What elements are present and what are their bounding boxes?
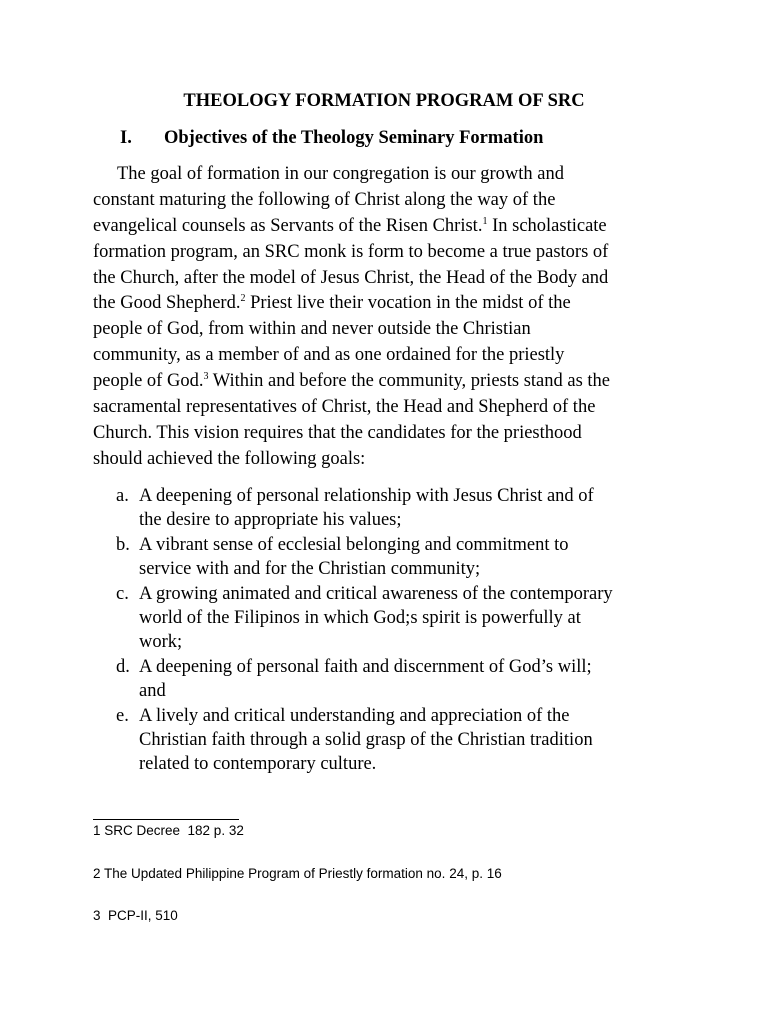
footnote-ref-1: 1 xyxy=(482,215,488,227)
list-item-line: world of the Filipinos in which God;s spirit is powerfully at xyxy=(139,607,581,628)
paragraph-line: Church. This vision requires that the candidates for the priesthood xyxy=(93,422,582,443)
footnote-ref-3: 3 xyxy=(203,371,209,383)
section-heading-text: Objectives of the Theology Seminary Formation xyxy=(164,128,544,148)
paragraph-line: people of God, from within and never outside the Christian xyxy=(93,319,531,340)
list-item-line: A deepening of personal faith and discernment of God’s will; xyxy=(139,656,592,677)
footnote-1: 1 SRC Decree 182 p. 32 xyxy=(93,823,244,838)
paragraph-line: constant maturing the following of Christ along the way of the xyxy=(93,189,556,210)
paragraph-line xyxy=(93,291,610,317)
list-item-line: Christian faith through a solid grasp of the Christian tradition xyxy=(139,729,593,750)
paragraph-text: Within and before the community, priests stand as the xyxy=(208,371,611,392)
list-marker: b. xyxy=(116,534,130,555)
list-item-line: service with and for the Christian community; xyxy=(139,559,481,580)
document-title: THEOLOGY FORMATION PROGRAM OF SRC xyxy=(183,91,585,111)
list-item xyxy=(116,704,613,777)
section-number: I. xyxy=(120,128,132,148)
paragraph-text: evangelical counsels as Servants of the Risen Christ. xyxy=(93,215,483,236)
paragraph-line: the Church, after the model of Jesus Christ, the Head of the Body and xyxy=(93,267,609,288)
list-item-line: A vibrant sense of ecclesial belonging and commitment to xyxy=(139,534,569,555)
goals-list xyxy=(116,484,613,777)
paragraph-line xyxy=(93,369,610,395)
list-item-line: A deepening of personal relationship with Jesus Christ and of xyxy=(139,486,594,506)
list-item xyxy=(116,655,613,704)
list-marker: e. xyxy=(116,705,129,726)
paragraph-text: In scholasticate xyxy=(487,215,607,236)
list-marker: d. xyxy=(116,656,130,677)
list-marker: c. xyxy=(116,583,129,604)
paragraph-line xyxy=(93,214,610,240)
list-item xyxy=(116,533,613,582)
body-paragraph xyxy=(93,162,610,473)
list-marker: a. xyxy=(116,486,129,506)
list-item xyxy=(116,484,613,533)
list-item-line: related to contemporary culture. xyxy=(139,754,377,775)
paragraph-line: sacramental representatives of Christ, the Head and Shepherd of the xyxy=(93,397,596,418)
footnote-ref-2: 2 xyxy=(240,293,246,305)
footnote-2: 2 The Updated Philippine Program of Priestly formation no. 24, p. 16 xyxy=(93,866,502,881)
paragraph-line: community, as a member of and as one ordained for the priestly xyxy=(93,345,565,366)
list-item-line: the desire to appropriate his values; xyxy=(139,510,402,531)
paragraph-text: people of God. xyxy=(93,371,204,392)
list-item-line: A growing animated and critical awareness of the contemporary xyxy=(139,583,613,604)
paragraph-line: formation program, an SRC monk is form to become a true pastors of xyxy=(93,241,609,262)
list-item-line: and xyxy=(139,681,166,702)
paragraph-text: the Good Shepherd. xyxy=(93,293,241,314)
footnote-3: 3 PCP-II, 510 xyxy=(93,908,178,923)
paragraph-line: should achieved the following goals: xyxy=(93,448,366,469)
list-item-line: A lively and critical understanding and appreciation of the xyxy=(139,705,570,726)
footnote-separator xyxy=(93,819,239,820)
paragraph-line: The goal of formation in our congregation is our growth and xyxy=(117,164,564,184)
paragraph-text: Priest live their vocation in the midst of the xyxy=(245,293,571,314)
list-item-line: work; xyxy=(139,632,183,653)
list-item xyxy=(116,582,613,655)
